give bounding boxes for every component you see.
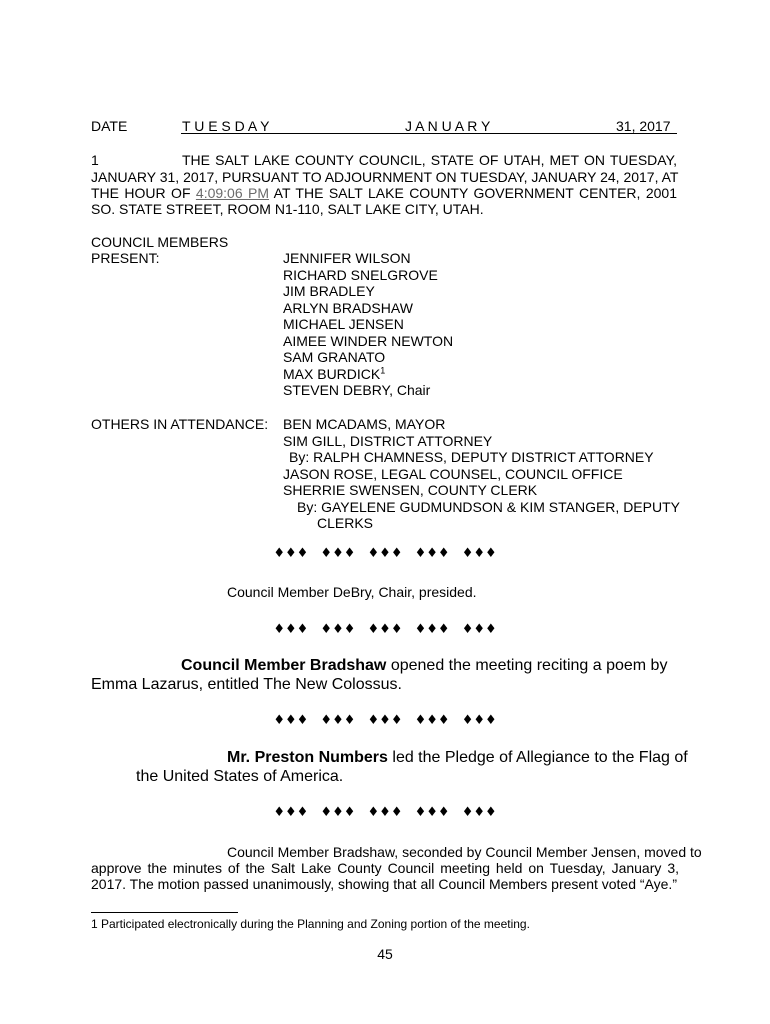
poem-line-2: Emma Lazarus, entitled The New Colossus.	[91, 676, 402, 693]
member-name: SAM GRANATO	[283, 349, 386, 365]
present-label: PRESENT:	[91, 250, 160, 266]
attendee: JASON ROSE, LEGAL COUNSEL, COUNCIL OFFICE	[283, 465, 623, 482]
pledge-line-1	[227, 749, 688, 767]
attendee: BEN MCADAMS, MAYOR	[283, 416, 446, 432]
section-separator: ♦♦♦ ♦♦♦ ♦♦♦ ♦♦♦ ♦♦♦	[273, 622, 497, 637]
others-label: OTHERS IN ATTENDANCE:	[91, 416, 269, 432]
poem-text: opened the meeting reciting a poem by	[386, 657, 668, 674]
intro-line-1: THE SALT LAKE COUNTY COUNCIL, STATE OF UTAH, MET ON TUESDAY,	[182, 152, 677, 168]
footnote-divider	[91, 912, 238, 913]
presided-statement: Council Member DeBry, Chair, presided.	[227, 584, 477, 600]
intro-line-4: SO. STATE STREET, ROOM N1-110, SALT LAKE CITY, UTAH.	[91, 201, 484, 217]
member-name: JENNIFER WILSON	[283, 250, 411, 266]
attendee-deputy: By: GAYELENE GUDMUNDSON & KIM STANGER, DEPUTY	[297, 498, 680, 515]
attendee-deputy: By: RALPH CHAMNESS, DEPUTY DISTRICT ATTORNEY	[289, 449, 654, 465]
minutes-line-3: 2017. The motion passed unanimously, showing that all Council Members present voted “Aye.”	[91, 876, 677, 892]
member-name: MICHAEL JENSEN	[283, 316, 404, 332]
attendee: SIM GILL, DISTRICT ATTORNEY	[283, 432, 493, 449]
minutes-line-2: approve the minutes of the Salt Lake County Council meeting held on Tuesday, January 3,	[91, 860, 679, 876]
pledge-text: led the Pledge of Allegiance to the Flag of	[387, 749, 688, 766]
council-members-label: COUNCIL MEMBERS	[91, 234, 229, 250]
section-separator: ♦♦♦ ♦♦♦ ♦♦♦ ♦♦♦ ♦♦♦	[273, 546, 497, 561]
speaker-name: Council Member Bradshaw	[181, 657, 387, 674]
others-list	[283, 416, 680, 532]
item-number: 1	[91, 152, 99, 168]
member-name: ARLYN BRADSHAW	[283, 299, 413, 316]
member-name: MAX BURDICK	[283, 365, 381, 382]
council-members-list	[283, 250, 453, 399]
section-separator: ♦♦♦ ♦♦♦ ♦♦♦ ♦♦♦ ♦♦♦	[273, 713, 497, 728]
day-of-week: T U E S D A Y	[182, 118, 270, 134]
footnote-reference: 1	[380, 364, 386, 375]
minutes-line-1: Council Member Bradshaw, seconded by Council Member Jensen, moved to	[227, 844, 702, 860]
footnote-text: 1 Participated electronically during the Planning and Zoning portion of the meeting.	[91, 917, 530, 931]
month: J A N U A R Y	[405, 118, 491, 134]
intro-line-3	[91, 185, 677, 201]
attendee: SHERRIE SWENSEN, COUNTY CLERK	[283, 482, 538, 498]
speaker-name: Mr. Preston Numbers	[227, 749, 388, 766]
poem-line-1	[181, 657, 667, 675]
date-label: DATE	[91, 118, 128, 134]
member-name: JIM BRADLEY	[283, 283, 375, 299]
member-name: AIMEE WINDER NEWTON	[283, 332, 454, 349]
date-value: 31, 2017	[616, 118, 671, 134]
page-number: 45	[377, 946, 393, 962]
section-separator: ♦♦♦ ♦♦♦ ♦♦♦ ♦♦♦ ♦♦♦	[273, 805, 497, 820]
member-name: STEVEN DEBRY, Chair	[283, 382, 431, 398]
intro-line-3-end: AT THE SALT LAKE COUNTY GOVERNMENT CENTER, 2001	[269, 185, 677, 201]
intro-line-3-start: THE HOUR OF	[91, 185, 196, 201]
member-name-footnoted	[283, 366, 453, 383]
meeting-time-link[interactable]: 4:09:06 PM	[195, 185, 270, 201]
member-name: RICHARD SNELGROVE	[283, 266, 438, 283]
pledge-line-2: the United States of America.	[136, 768, 344, 785]
attendee-deputy-cont: CLERKS	[317, 515, 374, 531]
intro-line-2: JANUARY 31, 2017, PURSUANT TO ADJOURNMENT ON TUESDAY, JANUARY 24, 2017, AT	[91, 169, 679, 185]
